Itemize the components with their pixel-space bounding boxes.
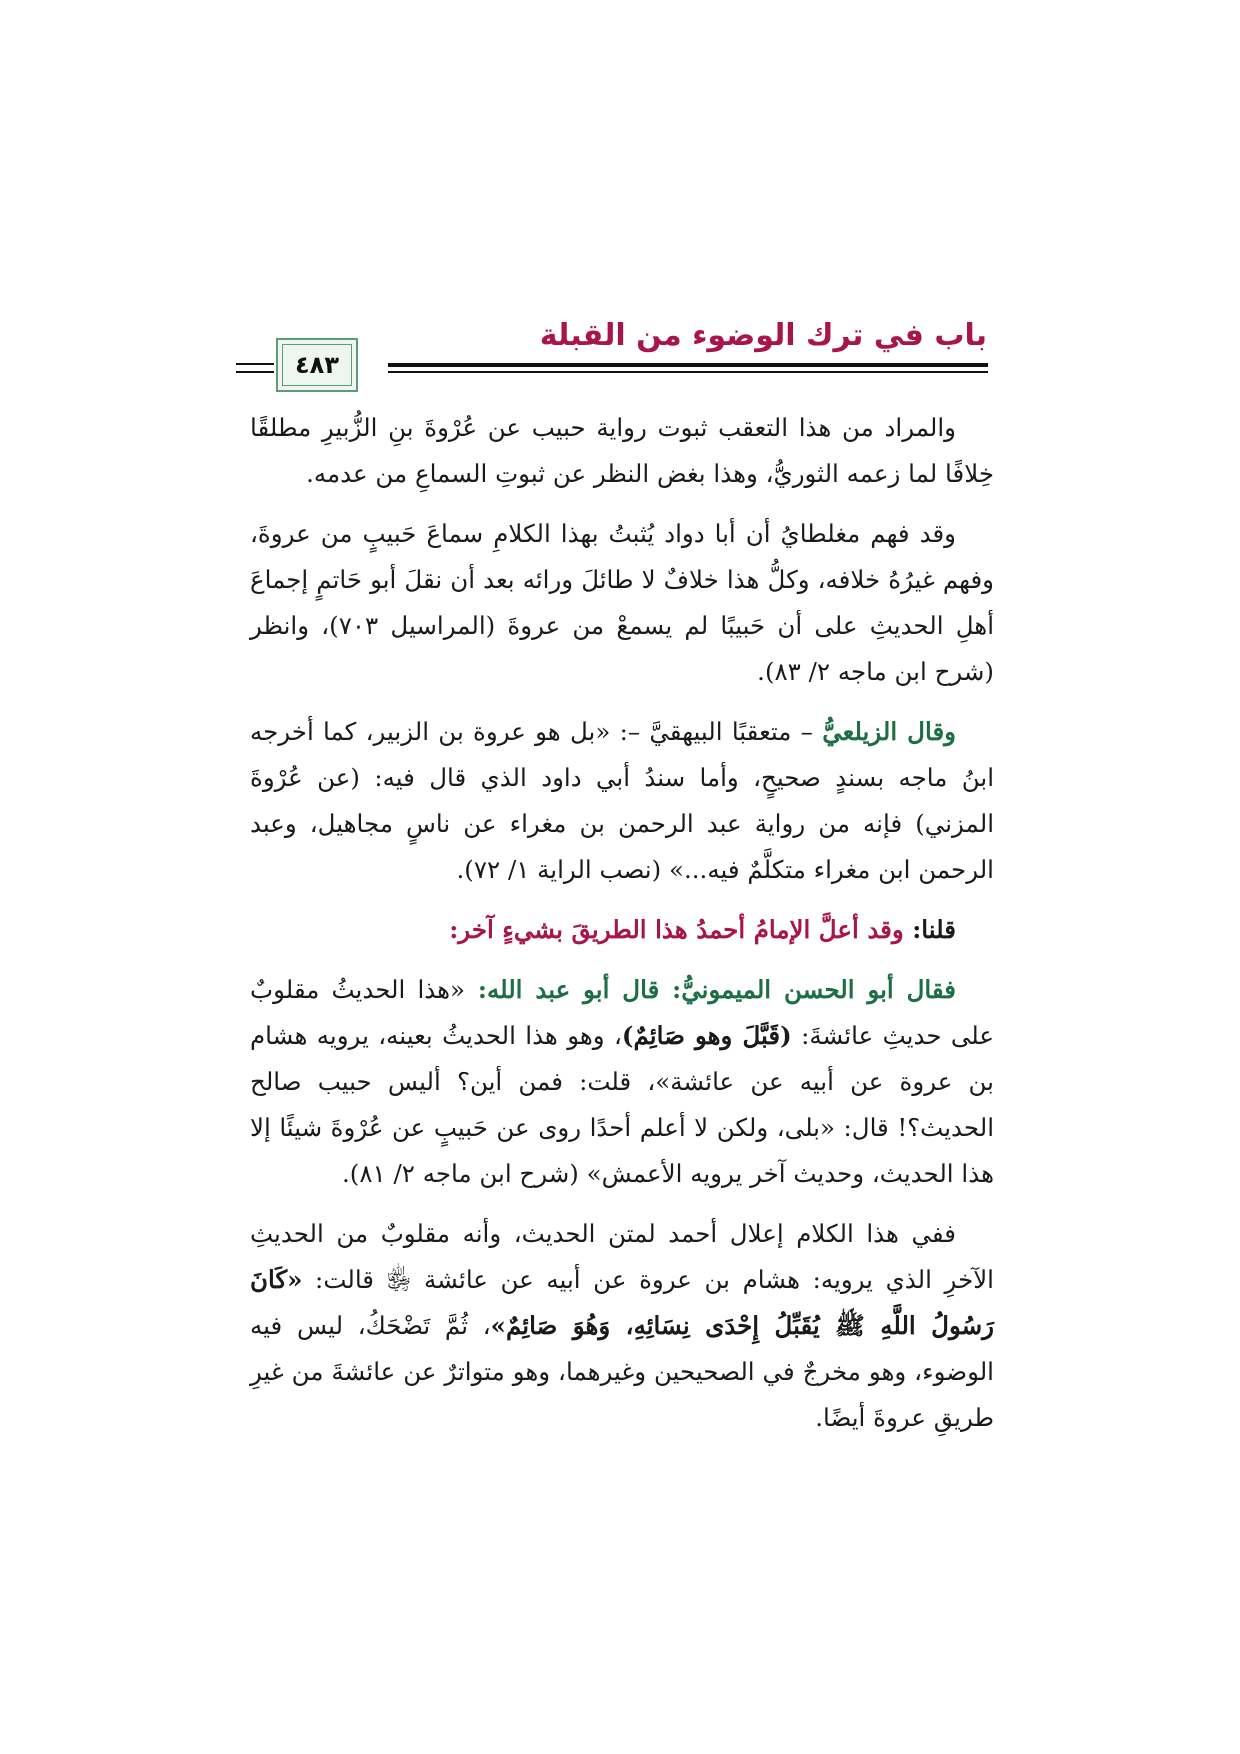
paragraph-text: – متعقبًا البيهقيَّ –: «بل هو عروة بن الزبير، كما أخرجه ابنُ ماجه بسندٍ صحيحٍ، وأما سندُ أبي داود الذي قال فيه: (عن عُرْوةَ المزني) فإنه من رواية عبد الرحمن بن مغراء عن ناسٍ مجاهيل، وعبد الرحمن ابن مغراء متكلَّمٌ فيه...» (نصب الراية ١/ ٧٢).: [250, 717, 994, 884]
page-header: [0, 312, 1240, 392]
paragraph-text: «هذا الحديثُ مقلوبٌ على حديثِ عائشةَ:: [250, 975, 995, 1050]
paragraph: [250, 405, 994, 497]
speaker-name: فقال أبو الحسن الميمونيُّ:: [659, 975, 956, 1004]
paragraph: [250, 1211, 994, 1441]
header-rule: [388, 363, 988, 367]
quoted-hadith: «كَانَ رَسُولُ اللَّهِ ﷺ يُقَبِّلُ إِحْدَى نِسَائِهِ، وَهُوَ صَائِمٌ»: [250, 1265, 994, 1340]
chapter-title: باب في ترك الوضوء من القبلة: [539, 318, 987, 353]
heading-text: وقد أعلَّ الإمامُ أحمدُ هذا الطريقَ بشيءٍ آخر:: [449, 915, 904, 944]
page-number-frame: [276, 338, 358, 392]
paragraph: [250, 709, 994, 893]
paragraph: [250, 511, 994, 695]
speaker-name: قال أبو عبد الله:: [465, 975, 660, 1004]
paragraph-text: ، وهو هذا الحديثُ بعينه، يرويه هشام بن عروة عن أبيه عن عائشة»، قلت: فمن أين؟ أليس حبيب صالح الحديث؟! قال: «بلى، ولكن لا أعلم أحدًا روى عن حَبيبٍ عن عُرْوةَ شيئًا إلا هذا الحديث، وحديث آخر يرويه الأعمش» (شرح ابن ماجه ٢/ ٨١).: [250, 1021, 994, 1188]
page-number: ٤٨٣: [295, 351, 339, 379]
paragraph-text: والمراد من هذا التعقب ثبوت رواية حبيب عن عُرْوةَ بنِ الزُّبيرِ مطلقًا خِلافًا لما زعمه الثوريُّ، وهذا بغض النظر عن ثبوتِ السماعِ من عدمه.: [250, 413, 994, 488]
paragraph-text: ، ثُمَّ تَضْحَكُ، ليس فيه الوضوء، وهو مخرجٌ في الصحيحين وغيرهما، وهو متواترٌ عن عائشةَ من غيرِ طريقِ عروةَ أيضًا.: [250, 1311, 994, 1432]
page-body: [250, 405, 994, 1455]
section-heading: [250, 907, 994, 953]
header-rule: [236, 363, 274, 365]
speaker-name: وقال الزيلعيُّ: [822, 717, 956, 746]
paragraph-text: وقد فهم مغلطايُ أن أبا دواد يُثبتُ بهذا الكلامِ سماعَ حَبيبٍ من عروةَ، وفهم غيرُهُ خلافه، وكلُّ هذا خلافٌ لا طائلَ ورائه بعد أن نقلَ أبو حَاتمٍ إجماعَ أهلِ الحديثِ على أن حَبيبًا لم يسمعْ من عروةَ (المراسيل ٧٠٣)، وانظر (شرح ابن ماجه ٢/ ٨٣).: [250, 519, 994, 686]
heading-lead: قلنا:: [903, 915, 956, 944]
header-rule: [388, 371, 988, 373]
quoted-hadith: (قَبَّلَ وهو صَائِمٌ): [621, 1021, 792, 1050]
header-rule: [236, 371, 274, 373]
paragraph-text: ففي هذا الكلام إعلال أحمد لمتن الحديث، وأنه مقلوبٌ من الحديثِ الآخرِ الذي يرويه: هشام بن عروة عن أبيه عن عائشة ﵂ قالت:: [250, 1219, 994, 1294]
paragraph: [250, 967, 994, 1197]
